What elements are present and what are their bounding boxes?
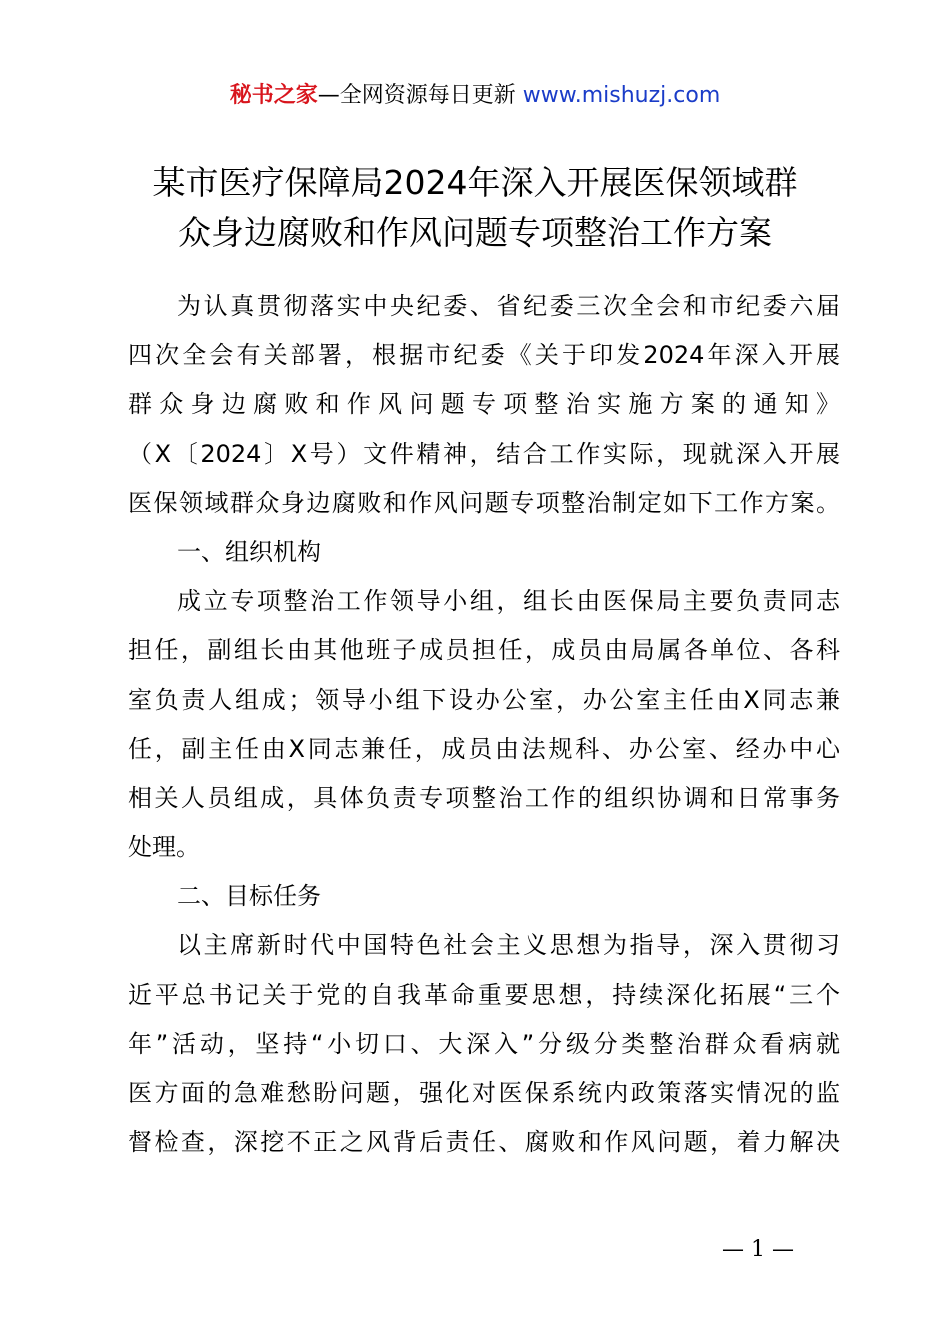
paragraph-line: 四次全会有关部署，根据市纪委《关于印发2024年深入开展	[128, 341, 840, 370]
title-line-2: 众身边腐败和作风问题专项整治工作方案	[178, 213, 772, 252]
header-slogan: —全网资源每日更新	[317, 83, 516, 108]
paragraph-line: 为认真贯彻落实中央纪委、省纪委三次全会和市纪委六届	[177, 292, 840, 320]
paragraph-line: 成立专项整治工作领导小组，组长由医保局主要负责同志	[177, 587, 840, 616]
section-heading: 一、组织机构	[177, 537, 321, 566]
paragraph-line: 相关人员组成，具体负责专项整治工作的组织协调和日常事务	[128, 783, 840, 812]
paragraph-line: 督检查，深挖不正之风背后责任、腐败和作风问题，着力解决	[128, 1128, 840, 1157]
header-brand: 秘书之家	[229, 83, 318, 108]
paragraph-line: 近平总书记关于党的自我革命重要思想，持续深化拓展“三个	[128, 980, 840, 1009]
header-url[interactable]: www.mishuzj.com	[522, 83, 721, 108]
paragraph-line: 室负责人组成；领导小组下设办公室，办公室主任由X同志兼	[128, 685, 840, 714]
header-banner	[0, 80, 950, 112]
paragraph-line: 以主席新时代中国特色社会主义思想为指导，深入贯彻习	[177, 931, 840, 960]
document-body	[128, 282, 840, 1167]
title-line-1: 某市医疗保障局2024年深入开展医保领域群	[152, 163, 798, 202]
page-number: — 1 —	[722, 1237, 794, 1262]
paragraph-line: 年”活动，坚持“小切口、大深入”分级分类整治群众看病就	[128, 1029, 840, 1058]
paragraph-line: 担任，副组长由其他班子成员担任，成员由局属各单位、各科	[128, 636, 840, 665]
paragraph-line: 任，副主任由X同志兼任，成员由法规科、办公室、经办中心	[128, 734, 840, 763]
paragraph-line: 医保领域群众身边腐败和作风问题专项整治制定如下工作方案。	[128, 488, 840, 517]
paragraph-line: （X〔2024〕X号）文件精神，结合工作实际，现就深入开展	[128, 439, 840, 468]
paragraph-line: 处理。	[128, 833, 200, 862]
section-heading: 二、目标任务	[177, 882, 321, 911]
paragraph-line: 群众身边腐败和作风问题专项整治实施方案的通知》	[128, 390, 840, 419]
document-title	[100, 158, 850, 258]
paragraph-line: 医方面的急难愁盼问题，强化对医保系统内政策落实情况的监	[128, 1079, 840, 1107]
